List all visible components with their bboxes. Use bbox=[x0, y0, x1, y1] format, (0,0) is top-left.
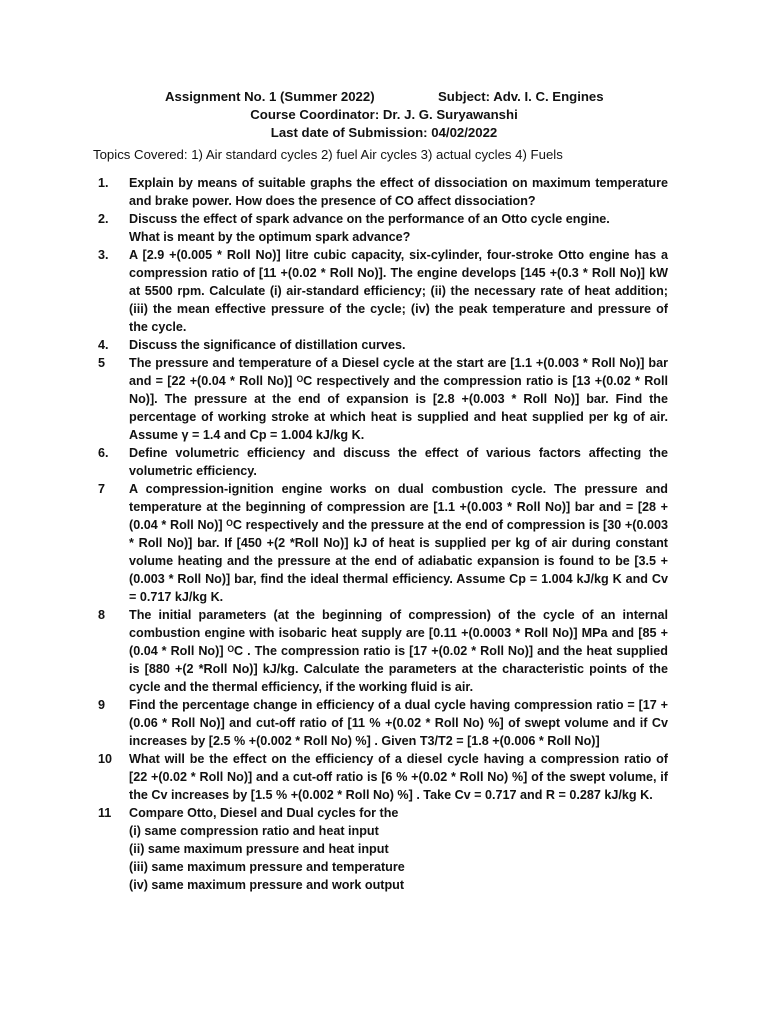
question-text bbox=[129, 354, 668, 444]
question-number: 7 bbox=[98, 482, 106, 496]
question-text bbox=[129, 480, 668, 606]
question-number: 4. bbox=[98, 338, 109, 352]
question-item bbox=[98, 174, 668, 210]
question-list bbox=[98, 174, 668, 894]
question-item bbox=[98, 606, 668, 696]
question-line: What will be the effect on the efficiency of a diesel cycle having a compression ratio of [22 +(0.02 * Roll No)] and a cut-off ratio is [6 % +(0.02 * Roll No) %] of the swept volume, if the Cv increases by [1.5 % +(0.002 * Roll No) %] . Take Cv = 0.717 and R = 0.287 kJ/kg K. bbox=[129, 752, 668, 802]
question-item bbox=[98, 336, 668, 354]
question-number: 5 bbox=[98, 356, 106, 370]
question-text bbox=[129, 696, 668, 750]
question-number: 10 bbox=[98, 752, 113, 766]
question-number: 9 bbox=[98, 698, 106, 712]
question-line: (iii) same maximum pressure and temperature bbox=[129, 860, 405, 874]
question-text bbox=[129, 804, 668, 894]
question-number: 1. bbox=[98, 176, 109, 190]
question-line: (ii) same maximum pressure and heat input bbox=[129, 842, 389, 856]
question-item bbox=[98, 480, 668, 606]
question-number: 6. bbox=[98, 446, 109, 460]
question-item bbox=[98, 750, 668, 804]
topics-covered: Topics Covered: 1) Air standard cycles 2) fuel Air cycles 3) actual cycles 4) Fuels bbox=[93, 147, 563, 162]
question-number: 3. bbox=[98, 248, 109, 262]
question-text bbox=[129, 336, 668, 354]
question-text bbox=[129, 750, 668, 804]
assignment-title: Assignment No. 1 (Summer 2022) bbox=[165, 89, 375, 104]
question-line: A [2.9 +(0.005 * Roll No)] litre cubic capacity, six-cylinder, four-stroke Otto engine has a compression ratio of [11 +(0.02 * Roll No)]. The engine develops [145 +(0.3 * Roll No)] kW at 5500 rpm. Calculate (i) air-standard efficiency; (ii) the necessary rate of heat addition; (iii) the mean effective pressure of the cycle; (iv) the peak temperature and pressure of the cycle. bbox=[129, 248, 668, 334]
question-line: Discuss the effect of spark advance on the performance of an Otto cycle engine. bbox=[129, 212, 610, 226]
subject-title: Subject: Adv. I. C. Engines bbox=[438, 89, 604, 104]
question-item bbox=[98, 210, 668, 246]
question-text bbox=[129, 246, 668, 336]
question-line: What is meant by the optimum spark advance? bbox=[129, 230, 411, 244]
question-item bbox=[98, 444, 668, 480]
question-line: Compare Otto, Diesel and Dual cycles for the bbox=[129, 806, 399, 820]
question-number: 2. bbox=[98, 212, 109, 226]
question-line: The initial parameters (at the beginning of compression) of the cycle of an internal combustion engine with isobaric heat supply are [0.11 +(0.0003 * Roll No)] MPa and [85 +(0.04 * Roll No)] ᴼC . The compression ratio is [17 +(0.02 * Roll No)] and the heat supplied is [880 +(2 *Roll No)] kJ/kg. Calculate the parameters at the characteristic points of the cycle and the thermal efficiency, if the working fluid is air. bbox=[129, 608, 668, 694]
question-number: 11 bbox=[98, 806, 112, 820]
question-text bbox=[129, 174, 668, 210]
question-line: Discuss the significance of distillation curves. bbox=[129, 338, 406, 352]
question-text bbox=[129, 444, 668, 480]
question-item bbox=[98, 804, 668, 894]
course-coordinator: Course Coordinator: Dr. J. G. Suryawanshi bbox=[250, 107, 518, 122]
question-item bbox=[98, 246, 668, 336]
submission-date: Last date of Submission: 04/02/2022 bbox=[270, 125, 498, 140]
question-line: Explain by means of suitable graphs the effect of dissociation on maximum temperature and brake power. How does the presence of CO affect dissociation? bbox=[129, 176, 668, 208]
question-number: 8 bbox=[98, 608, 106, 622]
question-line: A compression-ignition engine works on dual combustion cycle. The pressure and temperature at the beginning of compression are [1.1 +(0.003 * Roll No)] bar and = [28 +(0.04 * Roll No)] ᴼC respectively and the pressure at the end of compression is [30 +(0.003 * Roll No)] bar. If [450 +(2 *Roll No)] kJ of heat is supplied per kg of air during constant volume heating and the pressure at the end of adiabatic expansion is found to be [3.5 +(0.003 * Roll No)] bar, find the ideal thermal efficiency. Assume Cp = 1.004 kJ/kg K and Cv = 0.717 kJ/kg K. bbox=[129, 482, 668, 604]
question-line: Find the percentage change in efficiency of a dual cycle having compression ratio = [17 +(0.06 * Roll No)] and cut-off ratio of [11 % +(0.02 * Roll No) %] of swept volume and if Cv increases by [2.5 % +(0.002 * Roll No) %] . Given T3/T2 = [1.8 +(0.006 * Roll No)] bbox=[129, 698, 668, 748]
question-text bbox=[129, 606, 668, 696]
question-line: (iv) same maximum pressure and work output bbox=[129, 878, 405, 892]
question-text bbox=[129, 210, 668, 246]
question-line: The pressure and temperature of a Diesel cycle at the start are [1.1 +(0.003 * Roll No)] bar and = [22 +(0.04 * Roll No)] ᴼC respectively and the compression ratio is [13 +(0.02 * Roll No)]. The pressure at the end of expansion is [2.8 +(0.003 * Roll No)] bar. Find the percentage of working stroke at which heat is supplied and heat supplied per kg of air. Assume γ = 1.4 and Cp = 1.004 kJ/kg K. bbox=[129, 356, 668, 442]
question-item bbox=[98, 354, 668, 444]
question-line: (i) same compression ratio and heat input bbox=[129, 824, 379, 838]
question-line: Define volumetric efficiency and discuss the effect of various factors affecting the volumetric efficiency. bbox=[129, 446, 668, 478]
question-item bbox=[98, 696, 668, 750]
